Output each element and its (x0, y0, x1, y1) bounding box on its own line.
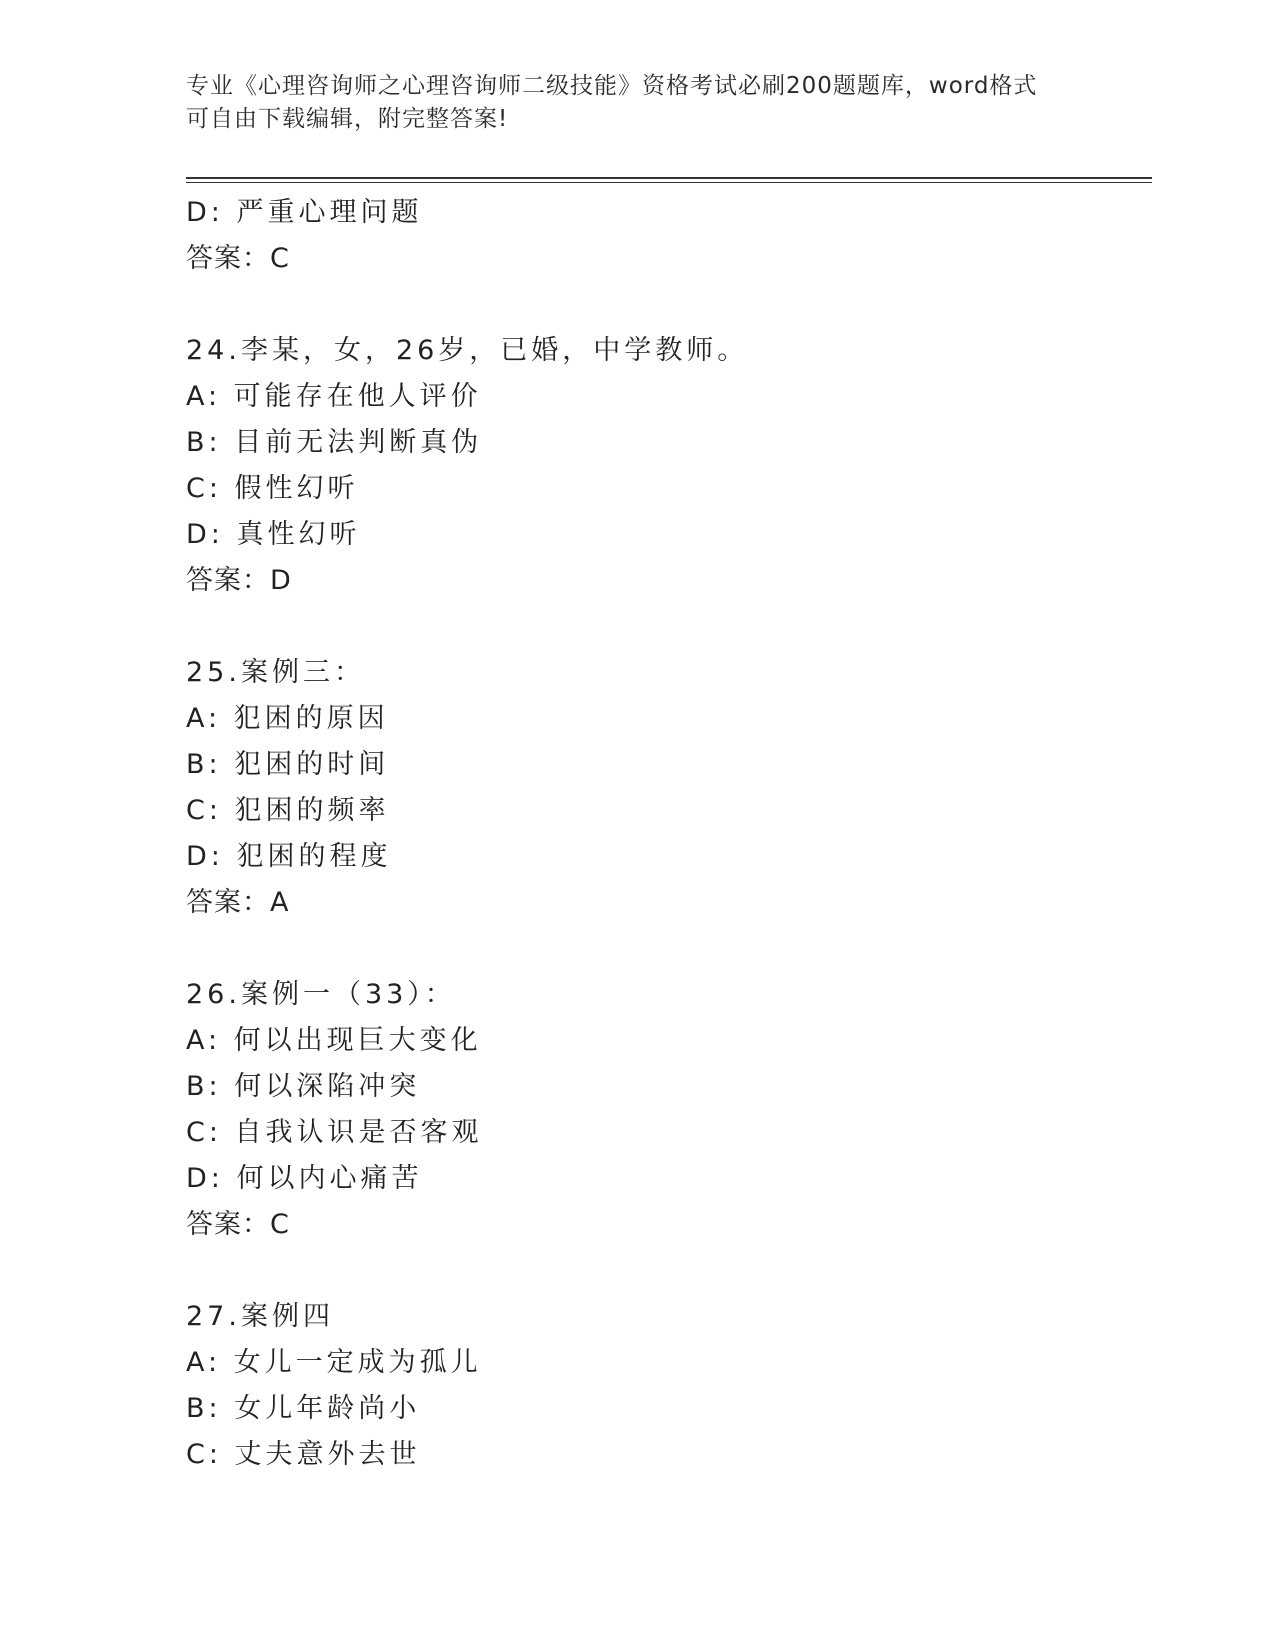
option-item: C: 自我认识是否客观 (186, 1117, 483, 1148)
header-line-2: 可自由下载编辑，附完整答案! (186, 106, 509, 132)
option-item: A: 何以出现巨大变化 (186, 1025, 482, 1056)
header-line-1: 专业《心理咨询师之心理咨询师二级技能》资格考试必刷200题题库，word格式 (186, 73, 1038, 99)
header-divider-thick (186, 177, 1152, 179)
question-title: 24.李某，女，26岁，已婚，中学教师。 (186, 335, 749, 366)
option-item: B: 犯困的时间 (186, 749, 390, 780)
option-item: B: 何以深陷冲突 (186, 1071, 421, 1102)
answer-line: 答案：D (186, 565, 292, 596)
option-item: B: 女儿年龄尚小 (186, 1393, 421, 1424)
question-24 (186, 328, 1146, 604)
question-fragment (186, 190, 1146, 282)
option-item: A: 女儿一定成为孤儿 (186, 1347, 482, 1378)
option-item: D: 犯困的程度 (186, 841, 392, 872)
spacer (186, 604, 1146, 650)
header-divider-thin (186, 182, 1152, 183)
option-item: A: 可能存在他人评价 (186, 381, 482, 412)
question-26 (186, 972, 1146, 1248)
option-item: C: 丈夫意外去世 (186, 1439, 421, 1470)
question-list (186, 190, 1146, 1478)
option-item: C: 犯困的频率 (186, 795, 390, 826)
spacer (186, 1248, 1146, 1294)
option-item: C: 假性幻听 (186, 473, 359, 504)
option-item: D: 严重心理问题 (186, 197, 423, 228)
answer-line: 答案：A (186, 887, 290, 918)
document-header (186, 70, 1086, 136)
question-title: 25.案例三： (186, 657, 365, 688)
answer-line: 答案：C (186, 243, 290, 274)
question-27 (186, 1294, 1146, 1478)
question-25 (186, 650, 1146, 926)
option-item: D: 何以内心痛苦 (186, 1163, 423, 1194)
option-item: A: 犯困的原因 (186, 703, 389, 734)
spacer (186, 282, 1146, 328)
spacer (186, 926, 1146, 972)
option-item: D: 真性幻听 (186, 519, 361, 550)
option-item: B: 目前无法判断真伪 (186, 427, 483, 458)
question-title: 27.案例四 (186, 1301, 334, 1332)
question-title: 26.案例一（33）： (186, 979, 456, 1010)
answer-line: 答案：C (186, 1209, 290, 1240)
